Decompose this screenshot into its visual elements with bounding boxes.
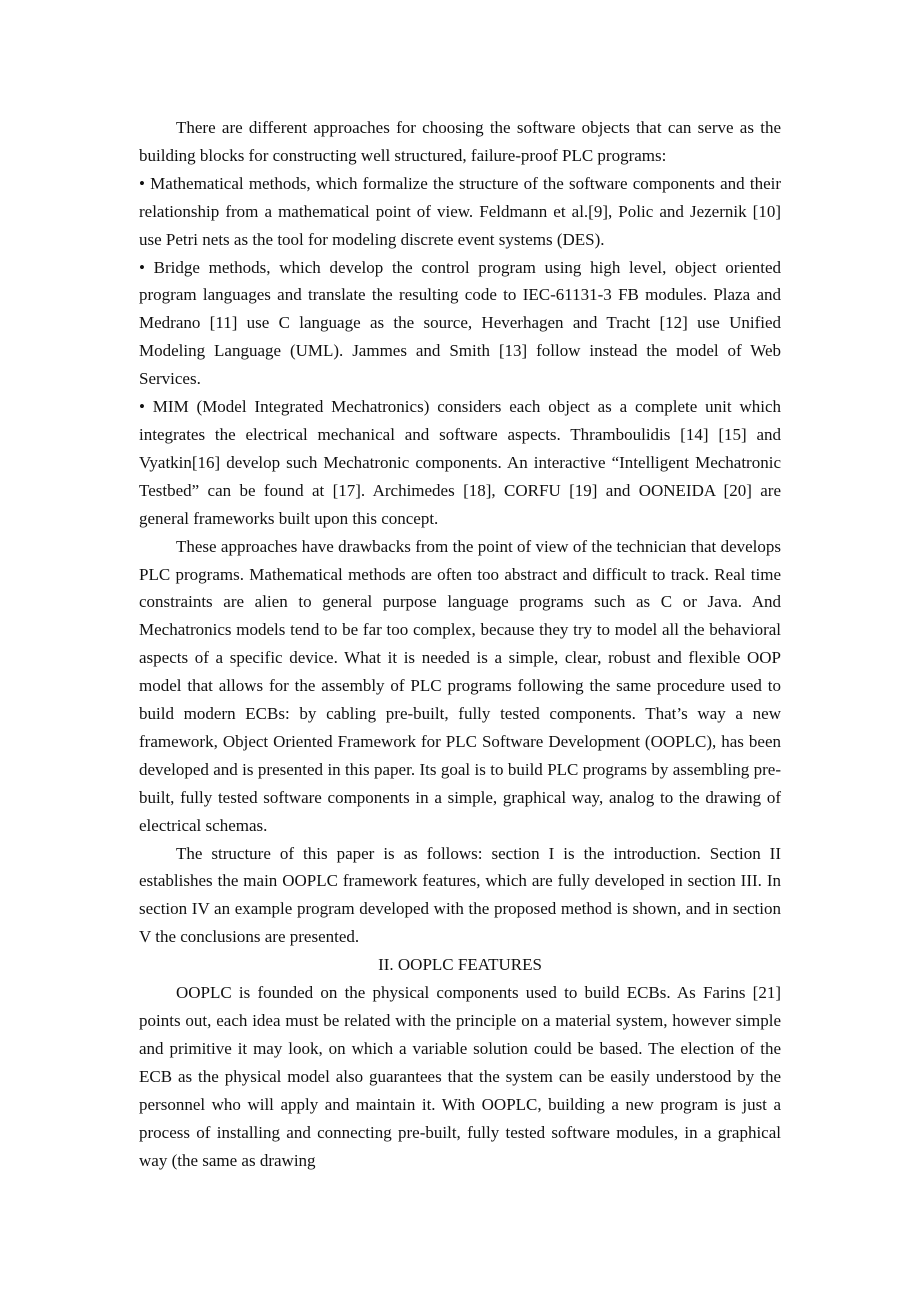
drawbacks-paragraph: These approaches have drawbacks from the point of view of the technician that develops PLC programs. Mathematical methods are often too abstract and difficult to track. Real time constraints are alien to general purpose language programs such as C or Java. And Mechatronics models tend to be far too complex, because they try to model all the behavioral aspects of a specific device. What it is needed is a simple, clear, robust and flexible OOP model that allows for the assembly of PLC programs following the same procedure used to build modern ECBs: by cabling pre-built, fully tested components. That’s way a new framework, Object Oriented Framework for PLC Software Development (OOPLC), has been developed and is presented in this paper. Its goal is to build PLC programs by assembling pre-built, fully tested software components in a simple, graphical way, analog to the drawing of electrical schemas.: [139, 536, 781, 835]
bullet-bridge-methods: • Bridge methods, which develop the control program using high level, object oriented program languages and translate the resulting code to IEC-61131-3 FB modules. Plaza and Medrano [11] use C language as the source, Heverhagen and Tracht [12] use Unified Modeling Language (UML). Jammes and Smith [13] follow instead the model of Web Services.: [139, 257, 781, 389]
bullet-mathematical-methods: • Mathematical methods, which formalize the structure of the software components and their relationship from a mathematical point of view. Feldmann et al.[9], Polic and Jezernik [10] use Petri nets as the tool for modeling discrete event systems (DES).: [139, 173, 781, 249]
bullet-mim: • MIM (Model Integrated Mechatronics) considers each object as a complete unit which integrates the electrical mechanical and software aspects. Thramboulidis [14] [15] and Vyatkin[16] develop such Mechatronic components. An interactive “Intelligent Mechatronic Testbed” can be found at [17]. Archimedes [18], CORFU [19] and OONEIDA [20] are general frameworks built upon this concept.: [139, 397, 781, 528]
body-text: [139, 114, 781, 1174]
intro-paragraph: There are different approaches for choosing the software objects that can serve as the building blocks for constructing well structured, failure-proof PLC programs:: [139, 118, 781, 165]
features-paragraph: OOPLC is founded on the physical components used to build ECBs. As Farins [21] points out, each idea must be related with the principle on a material system, however simple and primitive it may look, on which a variable solution could be based. The election of the ECB as the physical model also guarantees that the system can be easily understood by the personnel who will apply and maintain it. With OOPLC, building a new program is just a process of installing and connecting pre-built, fully tested software modules, in a graphical way (the same as drawing: [139, 983, 781, 1170]
section-heading: II. OOPLC FEATURES: [378, 955, 542, 975]
structure-paragraph: The structure of this paper is as follows: section I is the introduction. Section II establishes the main OOPLC framework features, which are fully developed in section III. In section IV an example program developed with the proposed method is shown, and in section V the conclusions are presented.: [139, 843, 781, 947]
